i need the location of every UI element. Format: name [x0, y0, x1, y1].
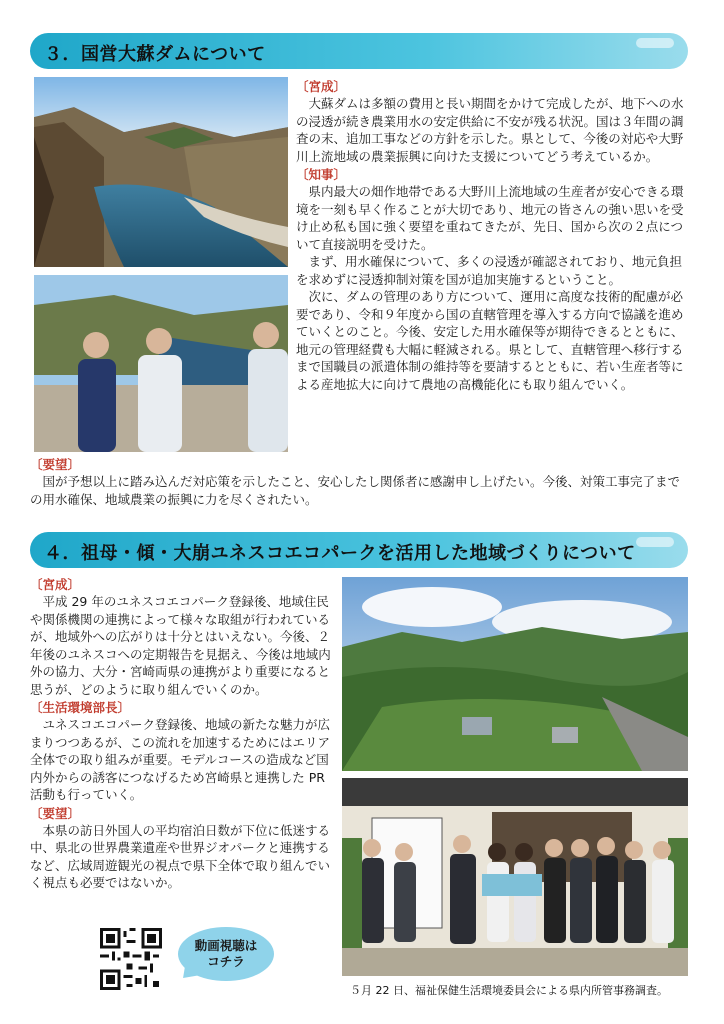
request-label: 〔要望〕: [30, 805, 81, 821]
section3-heading: ３．国営大蘇ダムについて: [44, 44, 266, 65]
heading-decoration: [636, 537, 674, 547]
video-link-text: 動画視聴は コチラ: [194, 938, 258, 969]
section4-dialogue: [30, 575, 336, 892]
request-text: 本県の訪日外国人の平均宿泊日数が下位に低迷する中、県北の世界農業遺産や世界ジオパークと連携するなど、広域周遊観光の視点で県下全体で取り組んでいく視点も必要ではないか。: [30, 822, 331, 890]
inspection-photo: [34, 275, 288, 452]
section3-request: [30, 455, 688, 508]
answer-text: ユネスコエコパーク登録後、地域の新たな魅力が広まりつつあるが、この流れを加速するためにはエリア全体での取り組みが重要。モデルコースの造成など国内外からの誘客につなげるため宮崎県と連携した PR 活動も行っていく。: [30, 717, 331, 802]
dam-reservoir-photo: [34, 77, 288, 267]
question-label: 〔宮成〕: [296, 79, 347, 94]
landscape-photo: [342, 577, 688, 771]
request-text: 国が予想以上に踏み込んだ対応策を示したこと、安心したし関係者に感謝申し上げたい。今後、対策工事完了までの用水確保、地域農業の振興に力を尽くされたい。: [30, 474, 681, 507]
section3-heading-band: [30, 33, 688, 69]
question-label: 〔宮成〕: [30, 577, 81, 592]
photo-caption: ５月 22 日、福祉保健生活環境委員会による県内所管事務調査。: [350, 984, 668, 997]
answer-text-3: 次に、ダムの管理のあり方について、運用に高度な技術的配慮が必要であり、令和９年度から国の直轄管理を導入する方向で協議を進めていくとのこと。今後、安定した用水確保等が期待できるとともに、地元の管理経費も大幅に軽減される。県として、直轄管理へ移行するまで国職員の派遣体制の維持等を要請するとともに、若い生産者等による産地拡大に向けて農地の高機能化にも取り組んでいく。: [296, 289, 684, 392]
question-text: 大蘇ダムは多額の費用と長い期間をかけて完成したが、地下への水の浸透が続き農業用水の安定供給に不安が残る状況。国は３年間の調査の末、追加工事などの方針を示した。県として、今後の対応や大野川上流地域の農業振興に向けた支援についてどう考えているか。: [296, 96, 684, 164]
request-label: 〔要望〕: [30, 457, 81, 472]
section4-heading: ４．祖母・傾・大崩ユネスコエコパークを活用した地域づくりについて: [44, 543, 636, 564]
answer-label: 〔生活環境部長〕: [30, 700, 131, 715]
heading-decoration: [636, 38, 674, 48]
section4-heading-band: [30, 532, 688, 568]
video-link-bubble[interactable]: [178, 927, 274, 981]
question-text: 平成 29 年のユネスコエコパーク登録後、地域住民や関係機関の連携によって様々な取組が行われているが、地域外への広がりは十分とはいえない。今後、２年後のユネスコへの定期報告を見据え、今後は地域内外の協力、大分・宮崎両県の連携がより重要になると思うが、どのように取り組んでいくのか。: [30, 594, 331, 697]
answer-text-2: まず、用水確保について、多くの浸透が確認されており、地元負担を求めずに浸透抑制対策を国が追加実施するということ。: [296, 254, 683, 287]
section3-dialogue-top: [296, 77, 688, 393]
group-photo: [342, 778, 688, 976]
answer-text-1: 県内最大の畑作地帯である大野川上流地域の生産者が安心できる環境を一刻も早く作ることが大切であり、地元の皆さんの強い思いを受け止め私も国に強く要望を重ねてきたが、先日、国から次の２点について直接説明を受けた。: [296, 184, 684, 252]
qr-code-icon[interactable]: [100, 928, 162, 994]
answer-label: 〔知事〕: [296, 167, 347, 182]
